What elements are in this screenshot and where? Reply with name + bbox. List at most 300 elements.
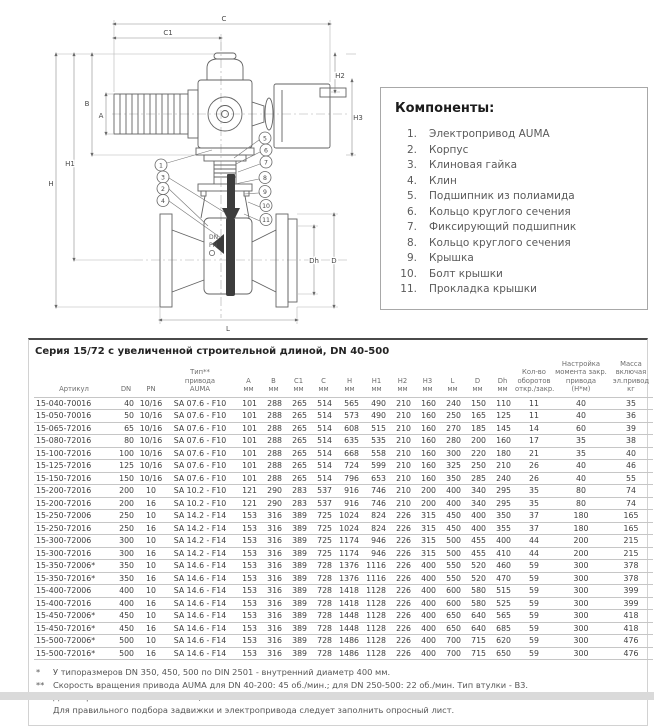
table-cell: 35	[515, 497, 553, 510]
table-cell: SA 14.6 - F14	[164, 572, 236, 585]
table-cell: 59	[515, 597, 553, 610]
table-cell: 185	[465, 422, 490, 435]
table-cell: 265	[286, 472, 311, 485]
table-cell: 316	[261, 610, 286, 623]
table-cell: 400	[114, 597, 138, 610]
callout-1: 1	[159, 162, 163, 170]
table-cell: 515	[490, 585, 515, 598]
table-cell: 916	[336, 485, 363, 498]
table-cell: 21	[515, 447, 553, 460]
table-cell: 210	[390, 485, 415, 498]
table-cell: 153	[236, 572, 261, 585]
table-cell: 400	[114, 585, 138, 598]
table-cell: 725	[311, 522, 336, 535]
table-cell: 15-200-72016	[34, 497, 114, 510]
table-cell: 728	[311, 647, 336, 660]
table-cell: SA 07.6 - F10	[164, 472, 236, 485]
table-cell: 580	[465, 597, 490, 610]
table-cell: 650	[440, 610, 465, 623]
table-cell: SA 14.6 - F14	[164, 610, 236, 623]
callout-2: 2	[161, 185, 165, 193]
table-cell: 65	[114, 422, 138, 435]
table-cell: 16	[138, 622, 164, 635]
table-cell: 15-400-72006	[34, 585, 114, 598]
table-cell: 250	[114, 522, 138, 535]
table-cell: 350	[114, 572, 138, 585]
table-cell: 295	[490, 497, 515, 510]
body-marks	[209, 234, 218, 256]
table-cell: 389	[286, 635, 311, 648]
table-cell: 340	[465, 485, 490, 498]
table-cell: SA 14.6 - F14	[164, 622, 236, 635]
table-cell: 10	[138, 535, 164, 548]
table-cell: 101	[236, 447, 261, 460]
table-cell: 300	[553, 635, 609, 648]
table-cell: 15-150-72016	[34, 472, 114, 485]
pn-mark: PN	[209, 242, 218, 249]
table-cell: 668	[336, 447, 363, 460]
component-number: 4.	[406, 174, 417, 187]
table-cell: 450	[440, 510, 465, 523]
table-cell: 210	[390, 435, 415, 448]
table-cell: 400	[465, 522, 490, 535]
table-cell: 10/16	[139, 436, 163, 446]
table-cell: 400	[490, 535, 515, 548]
table-cell: 389	[286, 585, 311, 598]
table-cell: 15-125-72016	[34, 460, 114, 473]
table-cell: 728	[311, 597, 336, 610]
table-cell: 265	[286, 410, 311, 423]
table-cell: 15-300-72016	[34, 547, 114, 560]
table-cell: 11	[515, 410, 553, 423]
table-cell: 59	[515, 560, 553, 573]
table-cell: 1116	[363, 572, 390, 585]
column-header: L мм	[447, 376, 458, 394]
table-cell: 316	[261, 510, 286, 523]
table-cell: 280	[440, 435, 465, 448]
table-cell: 400	[415, 635, 440, 648]
table-cell: 38	[609, 435, 653, 448]
table-cell: 160	[415, 397, 440, 410]
table-cell: SA 07.6 - F10	[164, 397, 236, 410]
table-cell: 1174	[336, 535, 363, 548]
table-row	[34, 522, 653, 535]
table-cell: 1486	[336, 647, 363, 660]
table-row	[34, 535, 653, 548]
footnote-marker: **	[36, 679, 45, 690]
table-cell: 15-300-72006	[34, 535, 114, 548]
table-cell: SA 14.6 - F14	[164, 597, 236, 610]
table-cell: 288	[261, 472, 286, 485]
table-row	[34, 510, 653, 523]
table-cell: 265	[286, 422, 311, 435]
table-cell: SA 14.2 - F14	[164, 547, 236, 560]
table-cell: 389	[286, 610, 311, 623]
component-number: 11.	[400, 283, 417, 295]
table-cell: 715	[465, 635, 490, 648]
table-cell: 59	[515, 647, 553, 660]
table-cell: 10	[138, 610, 164, 623]
table-cell: 400	[465, 510, 490, 523]
table-cell: 153	[236, 622, 261, 635]
table-cell: 300	[553, 572, 609, 585]
table-cell: 55	[609, 472, 653, 485]
table-cell: 389	[286, 510, 311, 523]
table-cell: 537	[311, 485, 336, 498]
table-cell: 620	[490, 635, 515, 648]
table-cell: 265	[286, 460, 311, 473]
component-number: 9.	[406, 252, 417, 264]
table-cell: 476	[609, 647, 653, 660]
callout-8: 8	[263, 174, 267, 182]
table-cell: 50	[114, 410, 138, 423]
component-label: Клиновая гайка	[429, 159, 518, 171]
table-cell: SA 14.2 - F14	[164, 510, 236, 523]
column-header: D мм	[472, 376, 483, 394]
table-cell: 226	[390, 610, 415, 623]
table-cell: 101	[236, 460, 261, 473]
table-cell: 215	[609, 535, 653, 548]
table-cell: 40	[553, 410, 609, 423]
table-cell: 15-080-72016	[34, 435, 114, 448]
footnote	[34, 679, 642, 691]
table-row	[34, 560, 653, 573]
table-cell: 265	[286, 435, 311, 448]
column-header: PN	[146, 385, 156, 394]
table-cell: 153	[236, 522, 261, 535]
table-cell: 160	[415, 472, 440, 485]
table-cell: 389	[286, 535, 311, 548]
table-cell: 226	[390, 510, 415, 523]
table-cell: 15-200-72016	[34, 485, 114, 498]
table-cell: 44	[515, 547, 553, 560]
table-cell: 10	[138, 560, 164, 573]
footnote-text: У типоразмеров DN 350, 450, 500 по DIN 2501 - внутренний диаметр 400 мм.	[53, 667, 391, 678]
table-cell: 450	[114, 622, 138, 635]
table-row	[34, 460, 653, 473]
table-cell: 59	[515, 622, 553, 635]
table-cell: 35	[515, 485, 553, 498]
table-cell: 270	[440, 422, 465, 435]
table-cell: 565	[490, 610, 515, 623]
callout-9: 9	[263, 188, 267, 196]
table-cell: 514	[311, 435, 336, 448]
table-cell: 378	[609, 572, 653, 585]
table-cell: 600	[440, 597, 465, 610]
table-cell: 378	[609, 560, 653, 573]
table-cell: 26	[515, 472, 553, 485]
table-cell: 101	[236, 410, 261, 423]
table-cell: 210	[390, 497, 415, 510]
table-cell: 40	[553, 460, 609, 473]
table-cell: 725	[311, 535, 336, 548]
table-cell: 40	[553, 472, 609, 485]
table-cell: 460	[490, 560, 515, 573]
table-cell: 350	[114, 560, 138, 573]
valve-drawing-svg	[28, 2, 376, 334]
table-cell: SA 14.6 - F14	[164, 585, 236, 598]
table-cell: 288	[261, 460, 286, 473]
table-cell: 15-065-72016	[34, 422, 114, 435]
table-cell: 316	[261, 522, 286, 535]
table-cell: 389	[286, 560, 311, 573]
table-cell: 350	[490, 510, 515, 523]
table-cell: 600	[440, 585, 465, 598]
logo-mark-icon	[209, 250, 214, 255]
component-label: Электропривод AUMA	[429, 128, 550, 140]
dim-label-b: B	[84, 100, 90, 108]
table-cell: 153	[236, 647, 261, 660]
table-cell: 290	[261, 497, 286, 510]
table-cell: 400	[440, 485, 465, 498]
column-header: A мм	[243, 376, 254, 394]
table-cell: 725	[311, 510, 336, 523]
table-cell: 16	[138, 522, 164, 535]
table-cell: 210	[390, 410, 415, 423]
table-cell: 39	[609, 422, 653, 435]
component-item	[395, 190, 637, 202]
table-cell: 36	[609, 410, 653, 423]
table-cell: 10/16	[139, 423, 163, 433]
table-cell: 325	[440, 460, 465, 473]
component-number: 6.	[406, 205, 417, 218]
column-header: Масса включая эл.привод кг	[612, 360, 650, 394]
table-cell: 315	[415, 535, 440, 548]
table-cell: 1418	[336, 585, 363, 598]
table-row	[34, 622, 653, 635]
column-header: Кол-во оборотов откр./закр.	[515, 368, 555, 394]
table-cell: 125	[114, 460, 138, 473]
table-cell: 101	[236, 397, 261, 410]
dim-label-a: A	[98, 112, 104, 120]
table-cell: 10/16	[139, 411, 163, 421]
table-cell: 400	[415, 610, 440, 623]
table-cell: 315	[415, 547, 440, 560]
table-cell: 315	[415, 510, 440, 523]
table-cell: 26	[515, 460, 553, 473]
table-cell: 389	[286, 547, 311, 560]
table-cell: 1448	[336, 610, 363, 623]
table-cell: 514	[311, 397, 336, 410]
callout-7: 7	[264, 159, 268, 167]
table-cell: 290	[261, 485, 286, 498]
table-cell: 300	[114, 547, 138, 560]
table-cell: 400	[440, 497, 465, 510]
table-cell: 550	[440, 572, 465, 585]
table-row	[34, 635, 653, 648]
table-cell: 10/16	[139, 398, 163, 408]
table-cell: 340	[465, 497, 490, 510]
table-cell: 15-250-72006	[34, 510, 114, 523]
table-cell: 1128	[363, 610, 390, 623]
column-header: DN	[120, 385, 132, 394]
table-cell: 650	[440, 622, 465, 635]
table-title: Серия 15/72 с увеличенной строительной длиной, DN 40-500	[35, 346, 390, 357]
column-header: Dh мм	[497, 376, 508, 394]
table-cell: 60	[553, 422, 609, 435]
callout-11: 11	[262, 216, 270, 224]
table-cell: 15-450-72006*	[34, 610, 114, 623]
table-cell: 535	[363, 435, 390, 448]
table-cell: SA 07.6 - F10	[164, 410, 236, 423]
table-cell: 40	[609, 447, 653, 460]
callout-6: 6	[264, 147, 268, 155]
table-cell: 653	[363, 472, 390, 485]
table-row	[34, 435, 653, 448]
table-cell: 165	[609, 510, 653, 523]
table-cell: 450	[114, 610, 138, 623]
table-cell: 288	[261, 397, 286, 410]
table-cell: 350	[440, 472, 465, 485]
table-cell: 59	[515, 635, 553, 648]
table-cell: 101	[236, 472, 261, 485]
table-cell: 725	[311, 547, 336, 560]
table-cell: 210	[390, 460, 415, 473]
column-header: B мм	[268, 376, 279, 394]
table-cell: 226	[390, 535, 415, 548]
table-cell: 700	[440, 635, 465, 648]
table-cell: 418	[609, 610, 653, 623]
table-cell: 165	[609, 522, 653, 535]
table-cell: 180	[553, 522, 609, 535]
dimension-labels	[48, 15, 362, 333]
table-cell: 399	[609, 597, 653, 610]
table-cell: 608	[336, 422, 363, 435]
table-cell: 520	[465, 560, 490, 573]
component-label: Клин	[429, 174, 457, 187]
table-cell: 15-050-70016	[34, 410, 114, 423]
table-cell: 153	[236, 510, 261, 523]
table-cell: 200	[465, 435, 490, 448]
table-cell: 824	[363, 522, 390, 535]
table-cell: 210	[390, 472, 415, 485]
table-cell: 59	[515, 585, 553, 598]
table-cell: SA 14.6 - F14	[164, 647, 236, 660]
table-cell: 640	[465, 622, 490, 635]
table-cell: 101	[236, 435, 261, 448]
table-cell: 180	[553, 510, 609, 523]
table-cell: 110	[490, 397, 515, 410]
table-cell: 10/16	[139, 461, 163, 471]
table-cell: 59	[515, 572, 553, 585]
table-cell: 300	[440, 447, 465, 460]
table-cell: 400	[415, 572, 440, 585]
table-cell: 15-100-72016	[34, 447, 114, 460]
column-header: Артикул	[59, 385, 89, 394]
table-cell: 1024	[336, 510, 363, 523]
spec-table	[34, 358, 653, 660]
dimension-lines	[56, 20, 356, 324]
components-title: Компоненты:	[395, 101, 495, 116]
table-row	[34, 410, 653, 423]
table-cell: 1116	[363, 560, 390, 573]
dim-label-h2: H2	[335, 72, 345, 80]
table-row	[34, 572, 653, 585]
table-cell: 125	[490, 410, 515, 423]
table-cell: 200	[415, 497, 440, 510]
table-cell: 400	[415, 560, 440, 573]
table-cell: 316	[261, 647, 286, 660]
column-header: H мм	[344, 376, 355, 394]
table-cell: 1128	[363, 622, 390, 635]
table-cell: 153	[236, 535, 261, 548]
table-cell: 15-450-72016*	[34, 622, 114, 635]
table-cell: 515	[363, 422, 390, 435]
component-number: 8.	[406, 236, 417, 249]
table-cell: 418	[609, 622, 653, 635]
table-cell: 160	[415, 410, 440, 423]
component-item	[395, 268, 637, 280]
table-cell: 389	[286, 522, 311, 535]
component-item	[395, 175, 637, 187]
table-cell: 300	[114, 535, 138, 548]
table-cell: 200	[553, 535, 609, 548]
table-cell: 59	[515, 610, 553, 623]
table-cell: 15-350-72016*	[34, 572, 114, 585]
footnote-marker	[34, 704, 53, 716]
table-cell: 265	[286, 397, 311, 410]
table-cell: 746	[363, 497, 390, 510]
component-number: 7.	[406, 221, 417, 233]
table-cell: 295	[490, 485, 515, 498]
table-row	[34, 422, 653, 435]
footnote	[34, 704, 642, 716]
table-row	[34, 472, 653, 485]
table-cell: 728	[311, 622, 336, 635]
table-cell: 946	[363, 535, 390, 548]
table-cell: 10	[138, 585, 164, 598]
table-cell: 100	[114, 447, 138, 460]
dim-label-d: D	[331, 257, 337, 265]
component-item	[395, 144, 637, 156]
table-cell: 150	[465, 397, 490, 410]
table-cell: 153	[236, 560, 261, 573]
table-cell: 15-250-72016	[34, 522, 114, 535]
table-cell: 500	[114, 647, 138, 660]
table-cell: 80	[114, 435, 138, 448]
table-cell: 728	[311, 572, 336, 585]
table-row	[34, 547, 653, 560]
table-cell: 285	[465, 472, 490, 485]
page-edge-band	[0, 692, 654, 700]
table-cell: SA 14.6 - F14	[164, 560, 236, 573]
table-cell: 240	[490, 472, 515, 485]
table-row	[34, 447, 653, 460]
table-cell: 10/16	[139, 473, 163, 483]
table-cell: 635	[336, 435, 363, 448]
dim-label-c: C	[221, 15, 227, 23]
table-cell: 15-500-72016*	[34, 647, 114, 660]
table-cell: 10/16	[139, 448, 163, 458]
table-cell: 14	[515, 422, 553, 435]
table-cell: 226	[390, 622, 415, 635]
column-header: H3 мм	[422, 376, 433, 394]
table-cell: 316	[261, 622, 286, 635]
table-cell: 1174	[336, 547, 363, 560]
table-cell: 288	[261, 447, 286, 460]
table-cell: 210	[390, 422, 415, 435]
table-cell: 500	[114, 635, 138, 648]
table-cell: 514	[311, 422, 336, 435]
table-cell: SA 14.2 - F14	[164, 535, 236, 548]
table-cell: 946	[363, 547, 390, 560]
table-cell: 640	[465, 610, 490, 623]
column-header: C мм	[318, 376, 329, 394]
table-cell: 226	[390, 522, 415, 535]
table-cell: 35	[553, 447, 609, 460]
table-cell: 1418	[336, 597, 363, 610]
column-header: H1 мм	[371, 376, 382, 394]
